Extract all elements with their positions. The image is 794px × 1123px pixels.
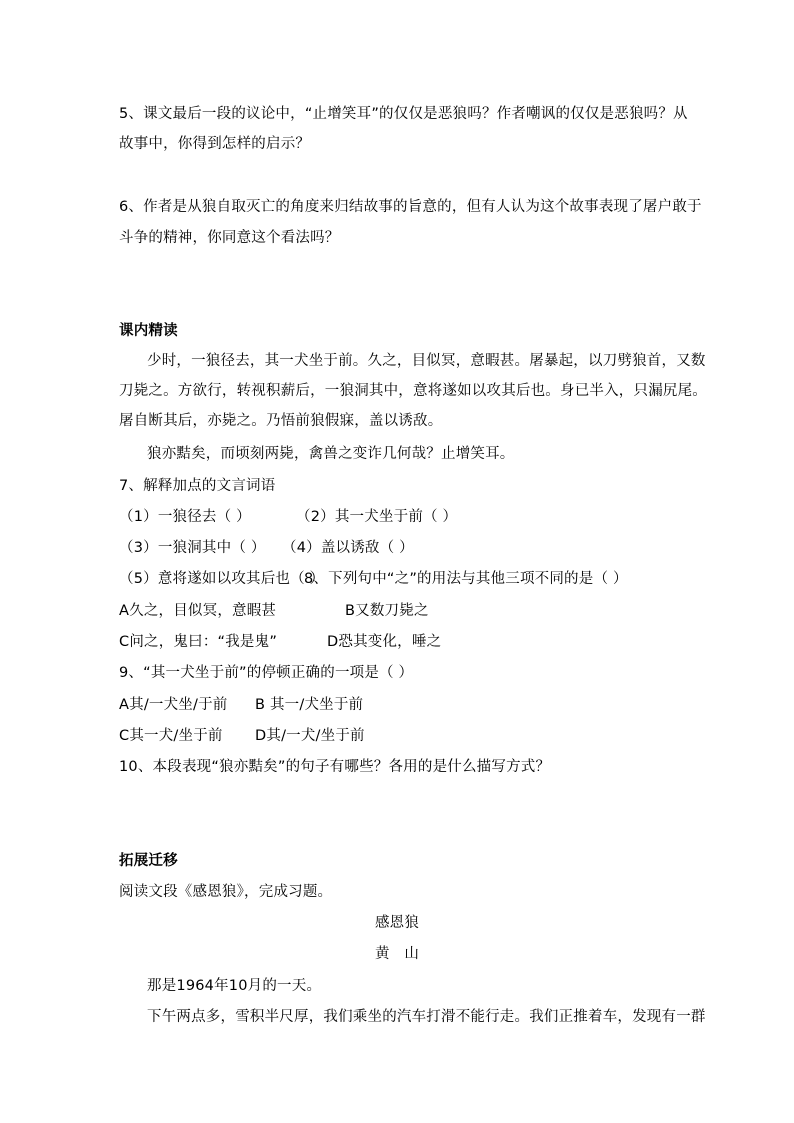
section-heading-extension: 拓展迁移 (119, 853, 178, 869)
section-heading-close-reading: 课内精读 (119, 323, 178, 339)
q7-item-1: （1）一狼径去（ ） (119, 509, 251, 525)
q8-option-b: B又数刀毙之 (345, 603, 429, 619)
q8-option-a: A久之，目似冥，意暇甚 (119, 603, 277, 619)
q9-option-b: B 其一/犬坐于前 (255, 697, 364, 713)
passage-line-1: 少时，一狼径去，其一犬坐于前。久之，目似冥，意暇甚。屠暴起，以刀劈狼首，又数 (147, 353, 706, 369)
q5-line-1: 5、课文最后一段的议论中，“止增笑耳”的仅仅是恶狼吗？作者嘲讽的仅仅是恶狼吗？从 (119, 106, 688, 122)
q6-line-2: 斗争的精神，你同意这个看法吗？ (119, 230, 340, 246)
q9-option-c: C其一犬/坐于前 (119, 728, 223, 744)
story-title: 感恩狼 (374, 915, 420, 931)
q8-title: 8、下列句中“之”的用法与其他三项不同的是（ ） (304, 571, 628, 587)
q8-option-d: D恐其变化，唾之 (327, 634, 442, 650)
story-paragraph-2: 下午两点多，雪积半尺厚，我们乘坐的汽车打滑不能行走。我们正推着车，发现有一群 (147, 1009, 706, 1025)
passage-line-3: 屠自断其后，亦毙之。乃悟前狼假寐，盖以诱敌。 (119, 413, 443, 429)
q5-line-2: 故事中，你得到怎样的启示？ (119, 136, 311, 152)
q7-item-2: （2）其一犬坐于前（ ） (296, 509, 458, 525)
story-paragraph-1: 那是1964年10月的一天。 (147, 978, 322, 994)
q7-item-4: （4）盖以诱敌（ ） (282, 540, 414, 556)
story-author: 黄 山 (374, 946, 420, 962)
q9-title: 9、“其一犬坐于前”的停顿正确的一项是（ ） (119, 665, 414, 681)
q6-line-1: 6、作者是从狼自取灭亡的角度来归结故事的旨意的，但有人认为这个故事表现了屠户敢于 (119, 199, 702, 215)
passage-line-4: 狼亦黠矣，而顷刻两毙，禽兽之变诈几何哉？止增笑耳。 (147, 446, 515, 462)
passage-line-2: 刀毙之。方欲行，转视积薪后，一狼洞其中，意将遂如以攻其后也。身已半入，只漏尻尾。 (119, 383, 707, 399)
q10-title: 10、本段表现“狼亦黠矣”的句子有哪些？各用的是什么描写方式？ (119, 759, 551, 775)
reading-intro: 阅读文段《感恩狼》，完成习题。 (119, 884, 333, 900)
q9-option-a: A其/一犬坐/于前 (119, 697, 228, 713)
q8-option-c: C问之，鬼曰：“我是鬼” (119, 634, 278, 650)
q7-item-3: （3）一狼洞其中（ ） (119, 540, 266, 556)
q9-option-d: D其/一犬/坐于前 (255, 728, 365, 744)
q7-title: 7、解释加点的文言词语 (119, 478, 276, 494)
q7-item-5: （5）意将遂如以攻其后也（ ） (119, 571, 325, 587)
